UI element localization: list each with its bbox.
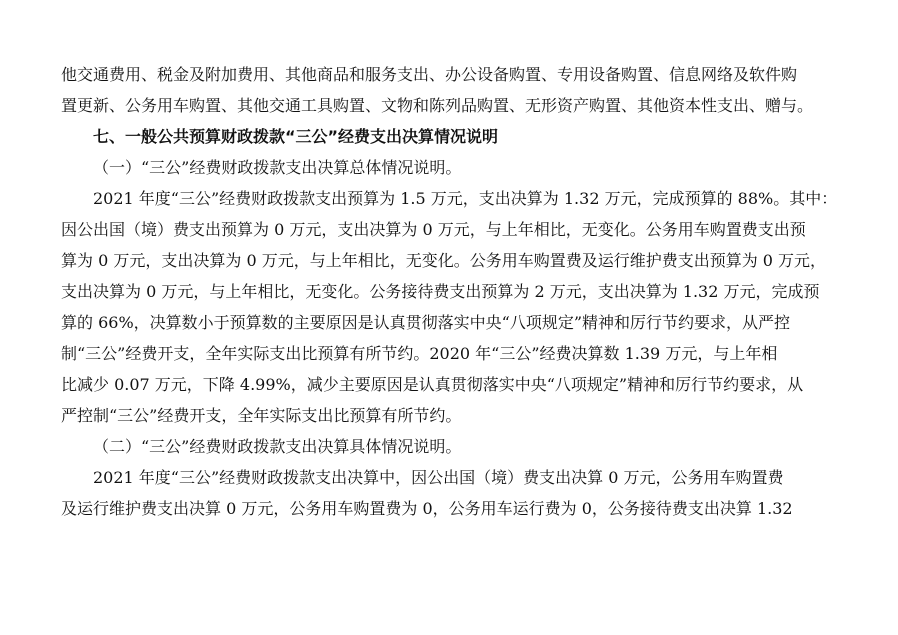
paragraph-line: 因公出国（境）费支出预算为 0 万元，支出决算为 0 万元，与上年相比，无变化。公务用车购置费支出预 [61, 220, 806, 239]
paragraph-line: 算为 0 万元，支出决算为 0 万元，与上年相比，无变化。公务用车购置费及运行维护费支出预算为 0 万元， [61, 251, 827, 270]
section-heading: 七、一般公共预算财政拨款“三公”经费支出决算情况说明 [93, 127, 499, 146]
paragraph-line: 算的 66%，决算数小于预算数的主要原因是认真贯彻落实中央“八项规定”精神和厉行节约要求，从严控 [61, 313, 791, 332]
paragraph-line: 比减少 0.07 万元，下降 4.99%，减少主要原因是认真贯彻落实中央“八项规定”精神和厉行节约要求，从 [61, 375, 804, 394]
paragraph-line: 支出决算为 0 万元，与上年相比，无变化。公务接待费支出预算为 2 万元，支出决算为 1.32 万元，完成预 [61, 282, 820, 301]
paragraph-line: 2021 年度“三公”经费财政拨款支出预算为 1.5 万元，支出决算为 1.32 万元，完成预算的 88%。其中： [93, 189, 838, 208]
paragraph-line: 制“三公”经费开支，全年实际支出比预算有所节约。2020 年“三公”经费决算数 1.39 万元，与上年相 [61, 344, 778, 363]
subheading-overall: （一）“三公”经费财政拨款支出决算总体情况说明。 [93, 158, 462, 177]
paragraph-line: 他交通费用、税金及附加费用、其他商品和服务支出、办公设备购置、专用设备购置、信息网络及软件购 [61, 65, 798, 84]
paragraph-line: 置更新、公务用车购置、其他交通工具购置、文物和陈列品购置、无形资产购置、其他资本性支出、赠与。 [61, 96, 814, 115]
subheading-detail: （二）“三公”经费财政拨款支出决算具体情况说明。 [93, 437, 462, 456]
paragraph-line: 2021 年度“三公”经费财政拨款支出决算中，因公出国（境）费支出决算 0 万元，公务用车购置费 [93, 468, 784, 487]
document-page [61, 59, 839, 524]
paragraph-line: 及运行维护费支出决算 0 万元，公务用车购置费为 0，公务用车运行费为 0，公务接待费支出决算 1.32 [61, 499, 793, 518]
paragraph-line: 严控制“三公”经费开支，全年实际支出比预算有所节约。 [61, 406, 462, 425]
